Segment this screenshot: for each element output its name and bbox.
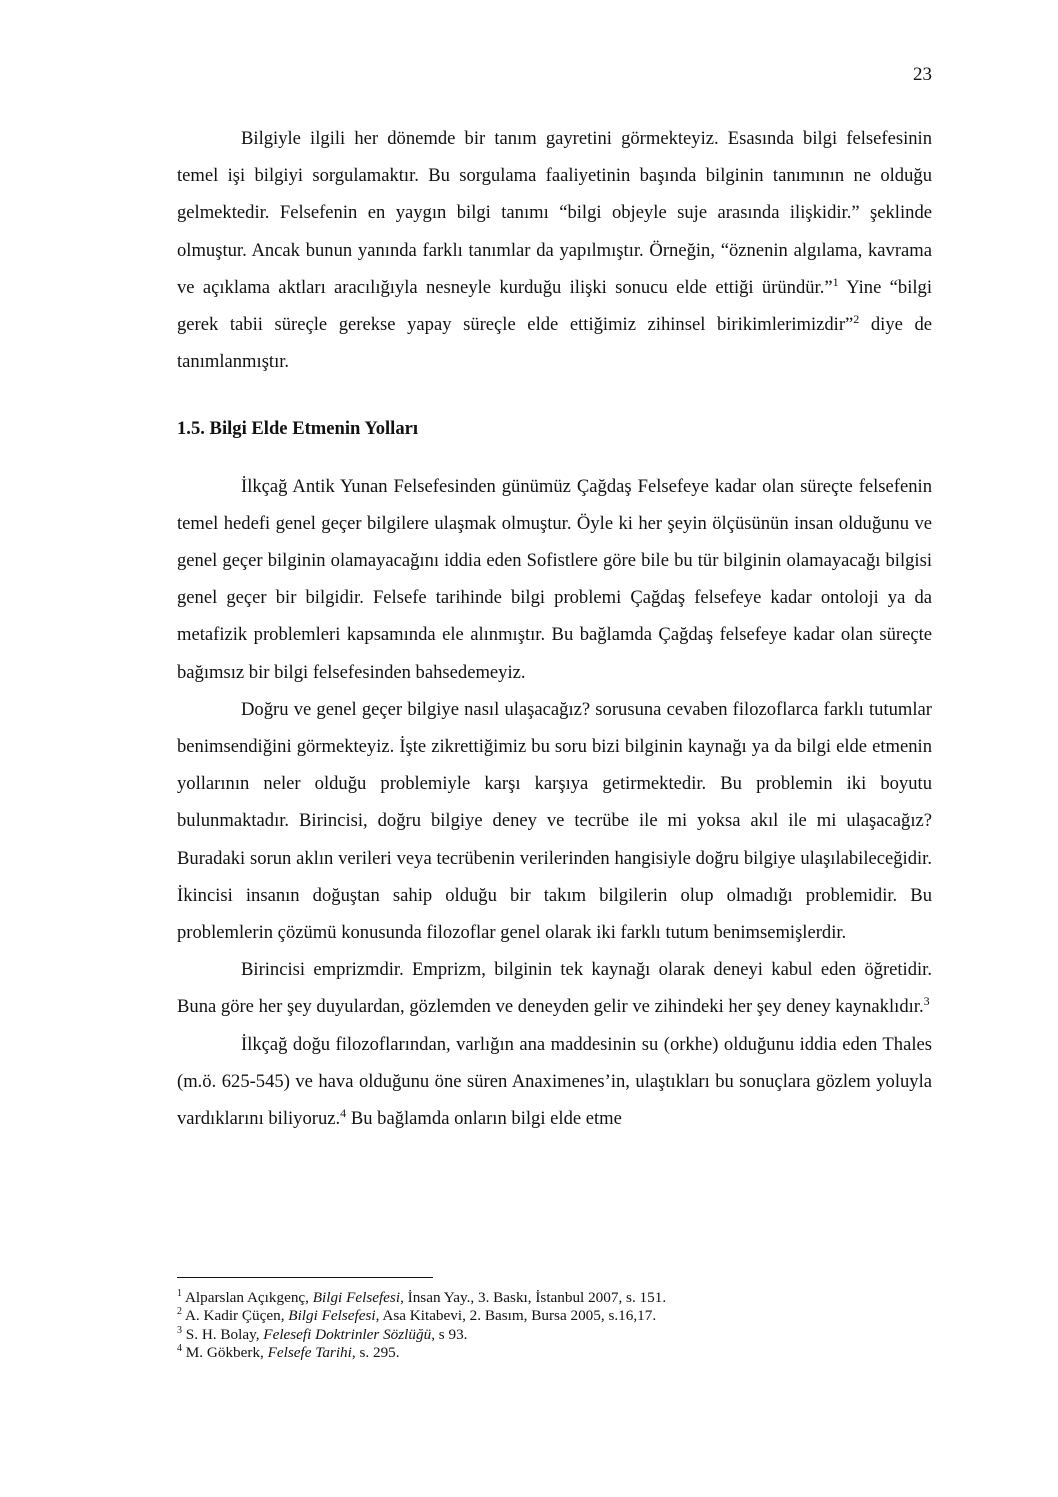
paragraph-history: İlkçağ Antik Yunan Felsefesinden günümüz Çağdaş Felsefeye kadar olan süreçte felsefenin temel hedefi genel geçer bilgilere ulaşmak olmuştur. Öyle ki her şeyin ölçüsünün insan olduğunu ve genel geçer bilginin olamayacağını iddia eden Sofistlere göre bile bu tür bilginin olamayacağı bilgisi genel geçer bir bilgidir. Felsefe tarihinde bilgi problemi Çağdaş felsefeye kadar ontoloji ya da metafizik problemleri kapsamında ele alınmıştır. Bu bağlamda Çağdaş felsefeye kadar olan süreçte bağımsız bir bilgi felsefesinden bahsedemeyiz. (177, 475, 932, 683)
footnote-details: , s 93. (431, 1325, 468, 1343)
text-run: Bilgiyle ilgili her dönemde bir tanım gayretini görmekteyiz. Esasında bilgi felsefesinin temel işi bilgiyi sorgulamaktır. Bu sorgulama faaliyetinin başında bilginin tanımının ne olduğu gelmektedir. Felsefenin en yaygın bilgi tanımı “bilgi objeyle suje arasında ilişkidir.” şeklinde olmuştur. Ancak bunun yanında farklı tanımlar da yapılmıştır. Örneğin, “öznenin algılama, kavrama ve açıklama aktları aracılığıyla nesneyle kurduğu ilişki sonucu elde ettiği üründür.” (177, 128, 932, 298)
footnote-author: S. H. Bolay, (182, 1325, 264, 1343)
footnote-number: 2 (177, 1306, 182, 1318)
footnote-author: Alparslan Açıkgenç, (182, 1289, 313, 1306)
footnote-details: , İnsan Yay., 3. Baskı, İstanbul 2007, s. 151. (400, 1289, 667, 1306)
footnote-title: Felsefe Tarihi (267, 1344, 352, 1362)
footnote-ref[interactable]: 3 (923, 994, 930, 1009)
footnote-item (177, 1344, 932, 1362)
footnote-item (177, 1326, 932, 1344)
text-run: Birincisi emprizmdir. Emprizm, bilginin tek kaynağı olarak deneyi kabul eden öğretidir. Buna göre her şey duyulardan, gözlemden ve deneyden gelir ve zihindeki her şey deney kaynaklıdır. (177, 959, 932, 1018)
text-run: İlkçağ doğu filozoflarından, varlığın ana maddesinin su (orkhe) olduğunu iddia eden Thales (m.ö. 625-545) ve hava olduğunu öne süren Anaximenes’in, ulaştıkları bu sonuçlara gözlem yoluyla vardıklarını biliyoruz. (177, 1033, 932, 1130)
footnote-author: M. Gökberk, (182, 1344, 268, 1362)
footnote-item (177, 1289, 932, 1307)
footnote-title: Bilgi Felsefesi (312, 1289, 401, 1306)
footnote-number: 1 (177, 1287, 182, 1299)
footnote-author: A. Kadir Çüçen, (182, 1307, 289, 1325)
main-text (177, 120, 932, 1137)
footnote-ref[interactable]: 1 (832, 274, 839, 289)
page-number: 23 (913, 64, 932, 85)
footnote-divider (177, 1277, 433, 1278)
paragraph-question: Doğru ve genel geçer bilgiye nasıl ulaşacağız? sorusuna cevaben filozoflarca farklı tutumlar benimsendiğini görmekteyiz. İşte zikrettiğimiz bu soru bizi bilginin kaynağı ya da bilgi elde etmenin yollarının neler olduğu problemiyle karşı karşıya getirmektedir. Bu problemin iki boyutu bulunmaktadır. Birincisi, doğru bilgiye deney ve tecrübe ile mi yoksa akıl ile mi ulaşacağız? Buradaki sorun aklın verileri veya tecrübenin verilerinden hangisiyle doğru bilgiye ulaşılabileceğidir. İkincisi insanın doğuştan sahip olduğu bir takım bilgilerin olup olmadığı problemidir. Bu problemlerin çözümü konusunda filozoflar genel olarak iki farklı tutum benimsemişlerdir. (177, 698, 932, 944)
text-run: Bu bağlamda onların bilgi elde etme (346, 1108, 622, 1130)
paragraph-ancient (177, 1026, 932, 1138)
footnote-number: 4 (177, 1343, 182, 1355)
footnote-title: Felesefi Doktrinler Sözlüğü (263, 1325, 432, 1343)
footnote-ref[interactable]: 2 (853, 311, 860, 326)
footnote-details: , s. 295. (351, 1344, 400, 1362)
footnote-item (177, 1307, 932, 1325)
footnote-details: , Asa Kitabevi, 2. Basım, Bursa 2005, s.16,17. (375, 1307, 657, 1325)
paragraph-definitions (177, 120, 932, 380)
paragraph-empiricism (177, 951, 932, 1025)
section-heading: 1.5. Bilgi Elde Etmenin Yolları (177, 418, 419, 440)
text-run: Yine “bilgi gerek tabii süreçle gerekse yapay süreçle elde ettiğimiz zihinsel birikimlerimizdir” (177, 276, 933, 336)
footnotes (177, 1289, 932, 1363)
footnote-number: 3 (177, 1324, 182, 1336)
text-run: diye de tanımlanmıştır. (177, 314, 933, 373)
footnote-title: Bilgi Felsefesi (288, 1307, 376, 1325)
footnote-ref[interactable]: 4 (340, 1105, 347, 1120)
